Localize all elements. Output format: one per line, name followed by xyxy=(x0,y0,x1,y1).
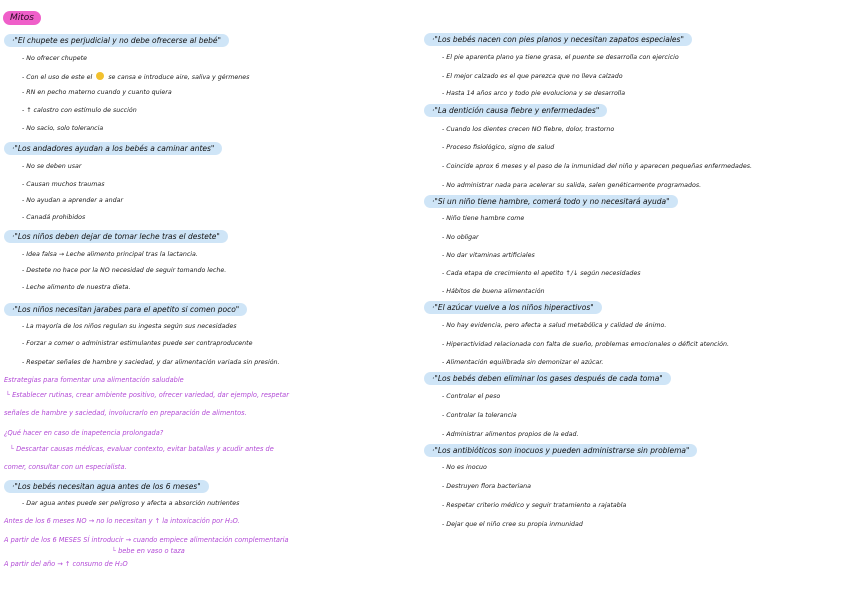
myth-bullet: - Respetar señales de hambre y saciedad, y dar alimentación variada sin presión. xyxy=(22,359,280,366)
myth-heading: ·"Los bebés necesitan agua antes de los 6 meses" xyxy=(4,480,209,493)
handwritten-note: ¿Qué hacer en caso de inapetencia prolongada? xyxy=(4,429,164,437)
myth-heading: ·"La dentición causa fiebre y enfermedades" xyxy=(424,104,607,117)
myth-bullet: - Dejar que el niño cree su propia inmunidad xyxy=(442,521,583,528)
myth-bullet: - Canadá prohibidos xyxy=(22,214,86,221)
handwritten-note: señales de hambre y saciedad, involucrarlo en preparación de alimentos. xyxy=(4,409,247,417)
myth-bullet: - Controlar el peso xyxy=(442,393,501,400)
myth-bullet: - No sacio, solo tolerancia xyxy=(22,125,104,132)
myth-bullet: - No ayudan a aprender a andar xyxy=(22,197,124,204)
myth-bullet: - El pie aparenta plano ya tiene grasa, el puente se desarrolla con ejercicio xyxy=(442,54,679,61)
myth-bullet: - Coincide aprox 6 meses y el paso de la inmunidad del niño y aparecen pequeñas enfermedades. xyxy=(442,163,752,170)
myth-heading: ·"El chupete es perjudicial y no debe ofrecerse al bebé" xyxy=(4,34,229,47)
myth-bullet: - Alimentación equilibrada sin demonizar el azúcar. xyxy=(442,359,604,366)
myth-bullet: - No administrar nada para acelerar su salida, salen genéticamente programados. xyxy=(442,182,702,189)
myth-bullet: - Destruyen flora bacteriana xyxy=(442,483,531,490)
myth-bullet: - Respetar criterio médico y seguir tratamiento a rajatabla xyxy=(442,502,627,509)
myth-heading: ·"Los niños necesitan jarabes para el apetito si comen poco" xyxy=(4,303,247,316)
myth-heading: ·"Los andadores ayudan a los bebés a caminar antes" xyxy=(4,142,222,155)
myth-heading: ·"Los niños deben dejar de tomar leche tras el destete" xyxy=(4,230,228,243)
myth-heading: ·"Los antibióticos son inocuos y pueden administrarse sin problema" xyxy=(424,444,697,457)
myth-bullet: - No ofrecer chupete xyxy=(22,55,87,62)
myth-bullet: - Hasta 14 años arco y todo pie evoluciona y se desarrolla xyxy=(442,90,626,97)
myth-bullet: - Niño tiene hambre come xyxy=(442,215,525,222)
handwritten-note: └ Descartar causas médicas, evaluar contexto, evitar batallas y acudir antes de xyxy=(10,445,274,453)
myth-heading: ·"Si un niño tiene hambre, comerá todo y no necesitará ayuda" xyxy=(424,195,678,208)
myth-bullet: - Hábitos de buena alimentación xyxy=(442,288,545,295)
myth-bullet: - Cada etapa de crecimiento el apetito ↑/↓ según necesidades xyxy=(442,270,641,277)
handwritten-note: A partir del año → ↑ consumo de H₂O xyxy=(4,560,128,568)
myth-bullet: - Administrar alimentos propios de la edad. xyxy=(442,431,579,438)
myth-bullet: - ↑ calostro con estímulo de succión xyxy=(22,107,137,114)
myth-bullet: - Leche alimento de nuestra dieta. xyxy=(22,284,131,291)
myth-heading: ·"Los bebés deben eliminar los gases después de cada toma" xyxy=(424,372,671,385)
myth-heading: ·"El azúcar vuelve a los niños hiperactivos" xyxy=(424,301,602,314)
baby-emoji-icon xyxy=(96,72,104,80)
myth-bullet: - Cuando los dientes crecen NO fiebre, dolor, trastorno xyxy=(442,126,615,133)
handwritten-note: Antes de los 6 meses NO → no lo necesitan y ↑ la intoxicación por H₂O. xyxy=(4,517,240,525)
myth-bullet: - No se deben usar xyxy=(22,163,82,170)
myth-bullet: - Destete no hace por la NO necesidad de seguir tomando leche. xyxy=(22,267,227,274)
handwritten-note: comer, consultar con un especialista. xyxy=(4,463,127,471)
myth-bullet: - Controlar la tolerancia xyxy=(442,412,517,419)
myth-bullet: - No es inocuo xyxy=(442,464,487,471)
myth-bullet: - Proceso fisiológico, signo de salud xyxy=(442,144,555,151)
myth-bullet: - No dar vitaminas artificiales xyxy=(442,252,535,259)
page-title: Mitos xyxy=(3,11,41,25)
myth-bullet: - Forzar a comer o administrar estimulantes puede ser contraproducente xyxy=(22,340,253,347)
handwritten-note: A partir de los 6 MESES SÍ introducir → cuando empiece alimentación complementaria xyxy=(4,536,289,544)
myth-bullet: - RN en pecho materno cuando y cuanto quiera xyxy=(22,89,172,96)
myth-bullet: - Dar agua antes puede ser peligroso y afecta a absorción nutrientes xyxy=(22,500,240,507)
myth-heading: ·"Los bebés nacen con pies planos y necesitan zapatos especiales" xyxy=(424,33,692,46)
myth-bullet: - Con el uso de este el se cansa e introduce aire, saliva y gérmenes xyxy=(22,74,250,81)
myth-bullet: - Causan muchos traumas xyxy=(22,181,105,188)
myth-bullet: - No hay evidencia, pero afecta a salud metabólica y calidad de ánimo. xyxy=(442,322,667,329)
myth-bullet: - No obligar xyxy=(442,234,479,241)
myth-bullet: - Idea falsa → Leche alimento principal tras la lactancia. xyxy=(22,251,198,258)
handwritten-note: └ bebe en vaso o taza xyxy=(112,547,185,555)
handwritten-note: Estrategias para fomentar una alimentación saludable xyxy=(4,376,184,384)
myth-bullet: - La mayoría de los niños regulan su ingesta según sus necesidades xyxy=(22,323,237,330)
myth-bullet: - Hiperactividad relacionada con falta de sueño, problemas emocionales o déficit atención. xyxy=(442,341,729,348)
handwritten-note: └ Establecer rutinas, crear ambiente positivo, ofrecer variedad, dar ejemplo, respetar xyxy=(6,391,289,399)
myth-bullet: - El mejor calzado es el que parezca que no lleva calzado xyxy=(442,73,623,80)
